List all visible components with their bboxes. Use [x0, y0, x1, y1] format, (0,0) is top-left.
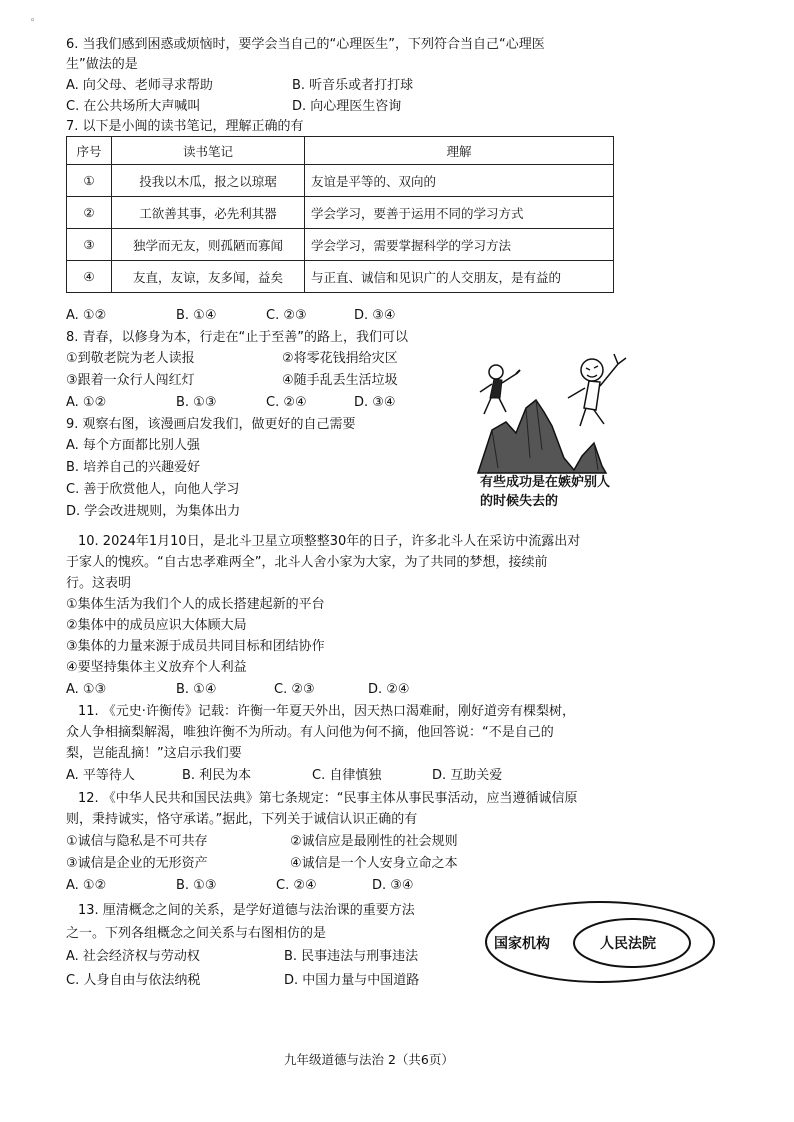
- cartoon-caption: [480, 473, 610, 511]
- table-row: [67, 197, 614, 229]
- q8-statement-4: ④随手乱丢生活垃圾: [282, 373, 398, 388]
- q12-statement-3: ③诚信是企业的无形资产: [66, 856, 208, 871]
- row-no: ④: [67, 261, 112, 293]
- q9-option-d[interactable]: D. 学会改进规则，为集体出力: [66, 504, 241, 519]
- q9-option-a[interactable]: A. 每个方面都比别人强: [66, 438, 200, 453]
- q13-option-b[interactable]: B. 民事违法与刑事违法: [284, 949, 419, 964]
- q12-option-a[interactable]: A. ①②: [66, 878, 107, 893]
- q11-stem-line2: 众人争相摘梨解渴，唯独许衡不为所动。有人问他为何不摘，他回答说：“不是自己的: [66, 725, 554, 740]
- q10-option-d[interactable]: D. ②④: [368, 682, 410, 697]
- q7-option-a[interactable]: A. ①②: [66, 308, 107, 323]
- q8-statement-2: ②将零花钱捐给灾区: [282, 351, 398, 366]
- q8-option-c[interactable]: C. ②④: [266, 395, 307, 410]
- q6-option-c[interactable]: C. 在公共场所大声喊叫: [66, 99, 201, 114]
- q10-option-b[interactable]: B. ①④: [176, 682, 217, 697]
- header-meaning: 理解: [305, 137, 614, 165]
- margin-mark: ◦: [30, 16, 36, 26]
- table-row: [67, 165, 614, 197]
- q8-statement-3: ③跟着一众行人闯红灯: [66, 373, 195, 388]
- q8-option-a[interactable]: A. ①②: [66, 395, 107, 410]
- q12-statement-2: ②诚信应是最刚性的社会规则: [290, 834, 458, 849]
- inner-label: 人民法院: [600, 936, 656, 952]
- row-meaning: 学会学习，需要掌握科学的学习方法: [305, 229, 614, 261]
- q8-statement-1: ①到敬老院为老人读报: [66, 351, 195, 366]
- q7-option-b[interactable]: B. ①④: [176, 308, 217, 323]
- q13-option-d[interactable]: D. 中国力量与中国道路: [284, 973, 420, 988]
- q12-option-c[interactable]: C. ②④: [276, 878, 317, 893]
- row-no: ③: [67, 229, 112, 261]
- outer-label: 国家机构: [494, 936, 550, 952]
- q6-stem-line1: 6. 当我们感到困惑或烦恼时，要学会当自己的“心理医生”，下列符合当自己“心理医: [66, 37, 545, 52]
- q8-option-b[interactable]: B. ①③: [176, 395, 217, 410]
- row-meaning: 友谊是平等的、双向的: [305, 165, 614, 197]
- row-meaning: 学会学习，要善于运用不同的学习方式: [305, 197, 614, 229]
- q12-option-b[interactable]: B. ①③: [176, 878, 217, 893]
- q6-option-d[interactable]: D. 向心理医生咨询: [292, 99, 402, 114]
- q10-stem-line1: 10. 2024年1月10日，是北斗卫星立项整整30年的日子，许多北斗人在采访中流露出对: [78, 534, 581, 549]
- q10-stem-line3: 行。这表明: [66, 576, 132, 591]
- q10-option-a[interactable]: A. ①③: [66, 682, 107, 697]
- row-no: ①: [67, 165, 112, 197]
- q11-stem-line1: 11. 《元史·许衡传》记载：许衡一年夏天外出，因天热口渴难耐，刚好道旁有棵梨树，: [78, 704, 575, 719]
- q12-option-d[interactable]: D. ③④: [372, 878, 414, 893]
- q6-option-b[interactable]: B. 听音乐或者打打球: [292, 78, 414, 93]
- q13-option-c[interactable]: C. 人身自由与依法纳税: [66, 973, 201, 988]
- table-row: [67, 229, 614, 261]
- q7-option-c[interactable]: C. ②③: [266, 308, 307, 323]
- q7-stem: 7. 以下是小闽的读书笔记，理解正确的有: [66, 119, 304, 134]
- header-no: 序号: [67, 137, 112, 165]
- q10-statement-3: ③集体的力量来源于成员共同目标和团结协作: [66, 639, 325, 654]
- q11-option-c[interactable]: C. 自律慎独: [312, 768, 382, 783]
- q10-statement-4: ④要坚持集体主义放弃个人利益: [66, 660, 247, 675]
- q9-option-b[interactable]: B. 培养自己的兴趣爱好: [66, 460, 201, 475]
- q12-stem-line2: 则，秉持诚实，恪守承诺。”据此，下列关于诚信认识正确的有: [66, 812, 418, 827]
- q9-option-c[interactable]: C. 善于欣赏他人，向他人学习: [66, 482, 240, 497]
- row-meaning: 与正直、诚信和见识广的人交朋友，是有益的: [305, 261, 614, 293]
- q8-option-d[interactable]: D. ③④: [354, 395, 396, 410]
- row-note: 友直，友谅，友多闻，益矣: [112, 261, 305, 293]
- cartoon-caption-line1: 有些成功是在嫉妒别人: [480, 475, 611, 490]
- q13-option-a[interactable]: A. 社会经济权与劳动权: [66, 949, 200, 964]
- row-note: 投我以木瓜，报之以琼琚: [112, 165, 305, 197]
- q7-option-d[interactable]: D. ③④: [354, 308, 396, 323]
- q10-option-c[interactable]: C. ②③: [274, 682, 315, 697]
- row-note: 工欲善其事，必先利其器: [112, 197, 305, 229]
- row-no: ②: [67, 197, 112, 229]
- q11-stem-line3: 梨，岂能乱摘！”这启示我们要: [66, 746, 242, 761]
- q12-statement-1: ①诚信与隐私是不可共存: [66, 834, 208, 849]
- header-note: 读书笔记: [112, 137, 305, 165]
- table-header-row: [67, 137, 614, 165]
- q6-option-a[interactable]: A. 向父母、老师寻求帮助: [66, 78, 213, 93]
- concept-relationship-diagram: [480, 897, 720, 987]
- q11-option-a[interactable]: A. 平等待人: [66, 768, 135, 783]
- q11-option-d[interactable]: D. 互助关爱: [432, 768, 503, 783]
- q6-stem-line2: 生”做法的是: [66, 57, 138, 72]
- q12-stem-line1: 12. 《中华人民共和国民法典》第七条规定：“民事主体从事民事活动，应当遵循诚信原: [78, 791, 578, 806]
- reading-notes-table: [66, 136, 614, 293]
- q13-stem-line1: 13. 厘清概念之间的关系，是学好道德与法治课的重要方法: [78, 903, 415, 918]
- q13-stem-line2: 之一。下列各组概念之间关系与右图相仿的是: [66, 926, 327, 941]
- q10-stem-line2: 于家人的愧疚。“自古忠孝难两全”，北斗人舍小家为大家，为了共同的梦想，接续前: [66, 555, 548, 570]
- q12-statement-4: ④诚信是一个人安身立命之本: [290, 856, 458, 871]
- cartoon-caption-line2: 的时候失去的: [480, 494, 559, 509]
- row-note: 独学而无友，则孤陋而寡闻: [112, 229, 305, 261]
- q9-stem: 9. 观察右图，该漫画启发我们，做更好的自己需要: [66, 417, 356, 432]
- q10-statement-2: ②集体中的成员应识大体顾大局: [66, 618, 247, 633]
- page-footer: 九年级道德与法治 2（共6页）: [284, 1052, 454, 1067]
- q10-statement-1: ①集体生活为我们个人的成长搭建起新的平台: [66, 597, 325, 612]
- table-row: [67, 261, 614, 293]
- q8-stem: 8. 青春，以修身为本，行走在“止于至善”的路上，我们可以: [66, 330, 409, 345]
- q11-option-b[interactable]: B. 利民为本: [182, 768, 252, 783]
